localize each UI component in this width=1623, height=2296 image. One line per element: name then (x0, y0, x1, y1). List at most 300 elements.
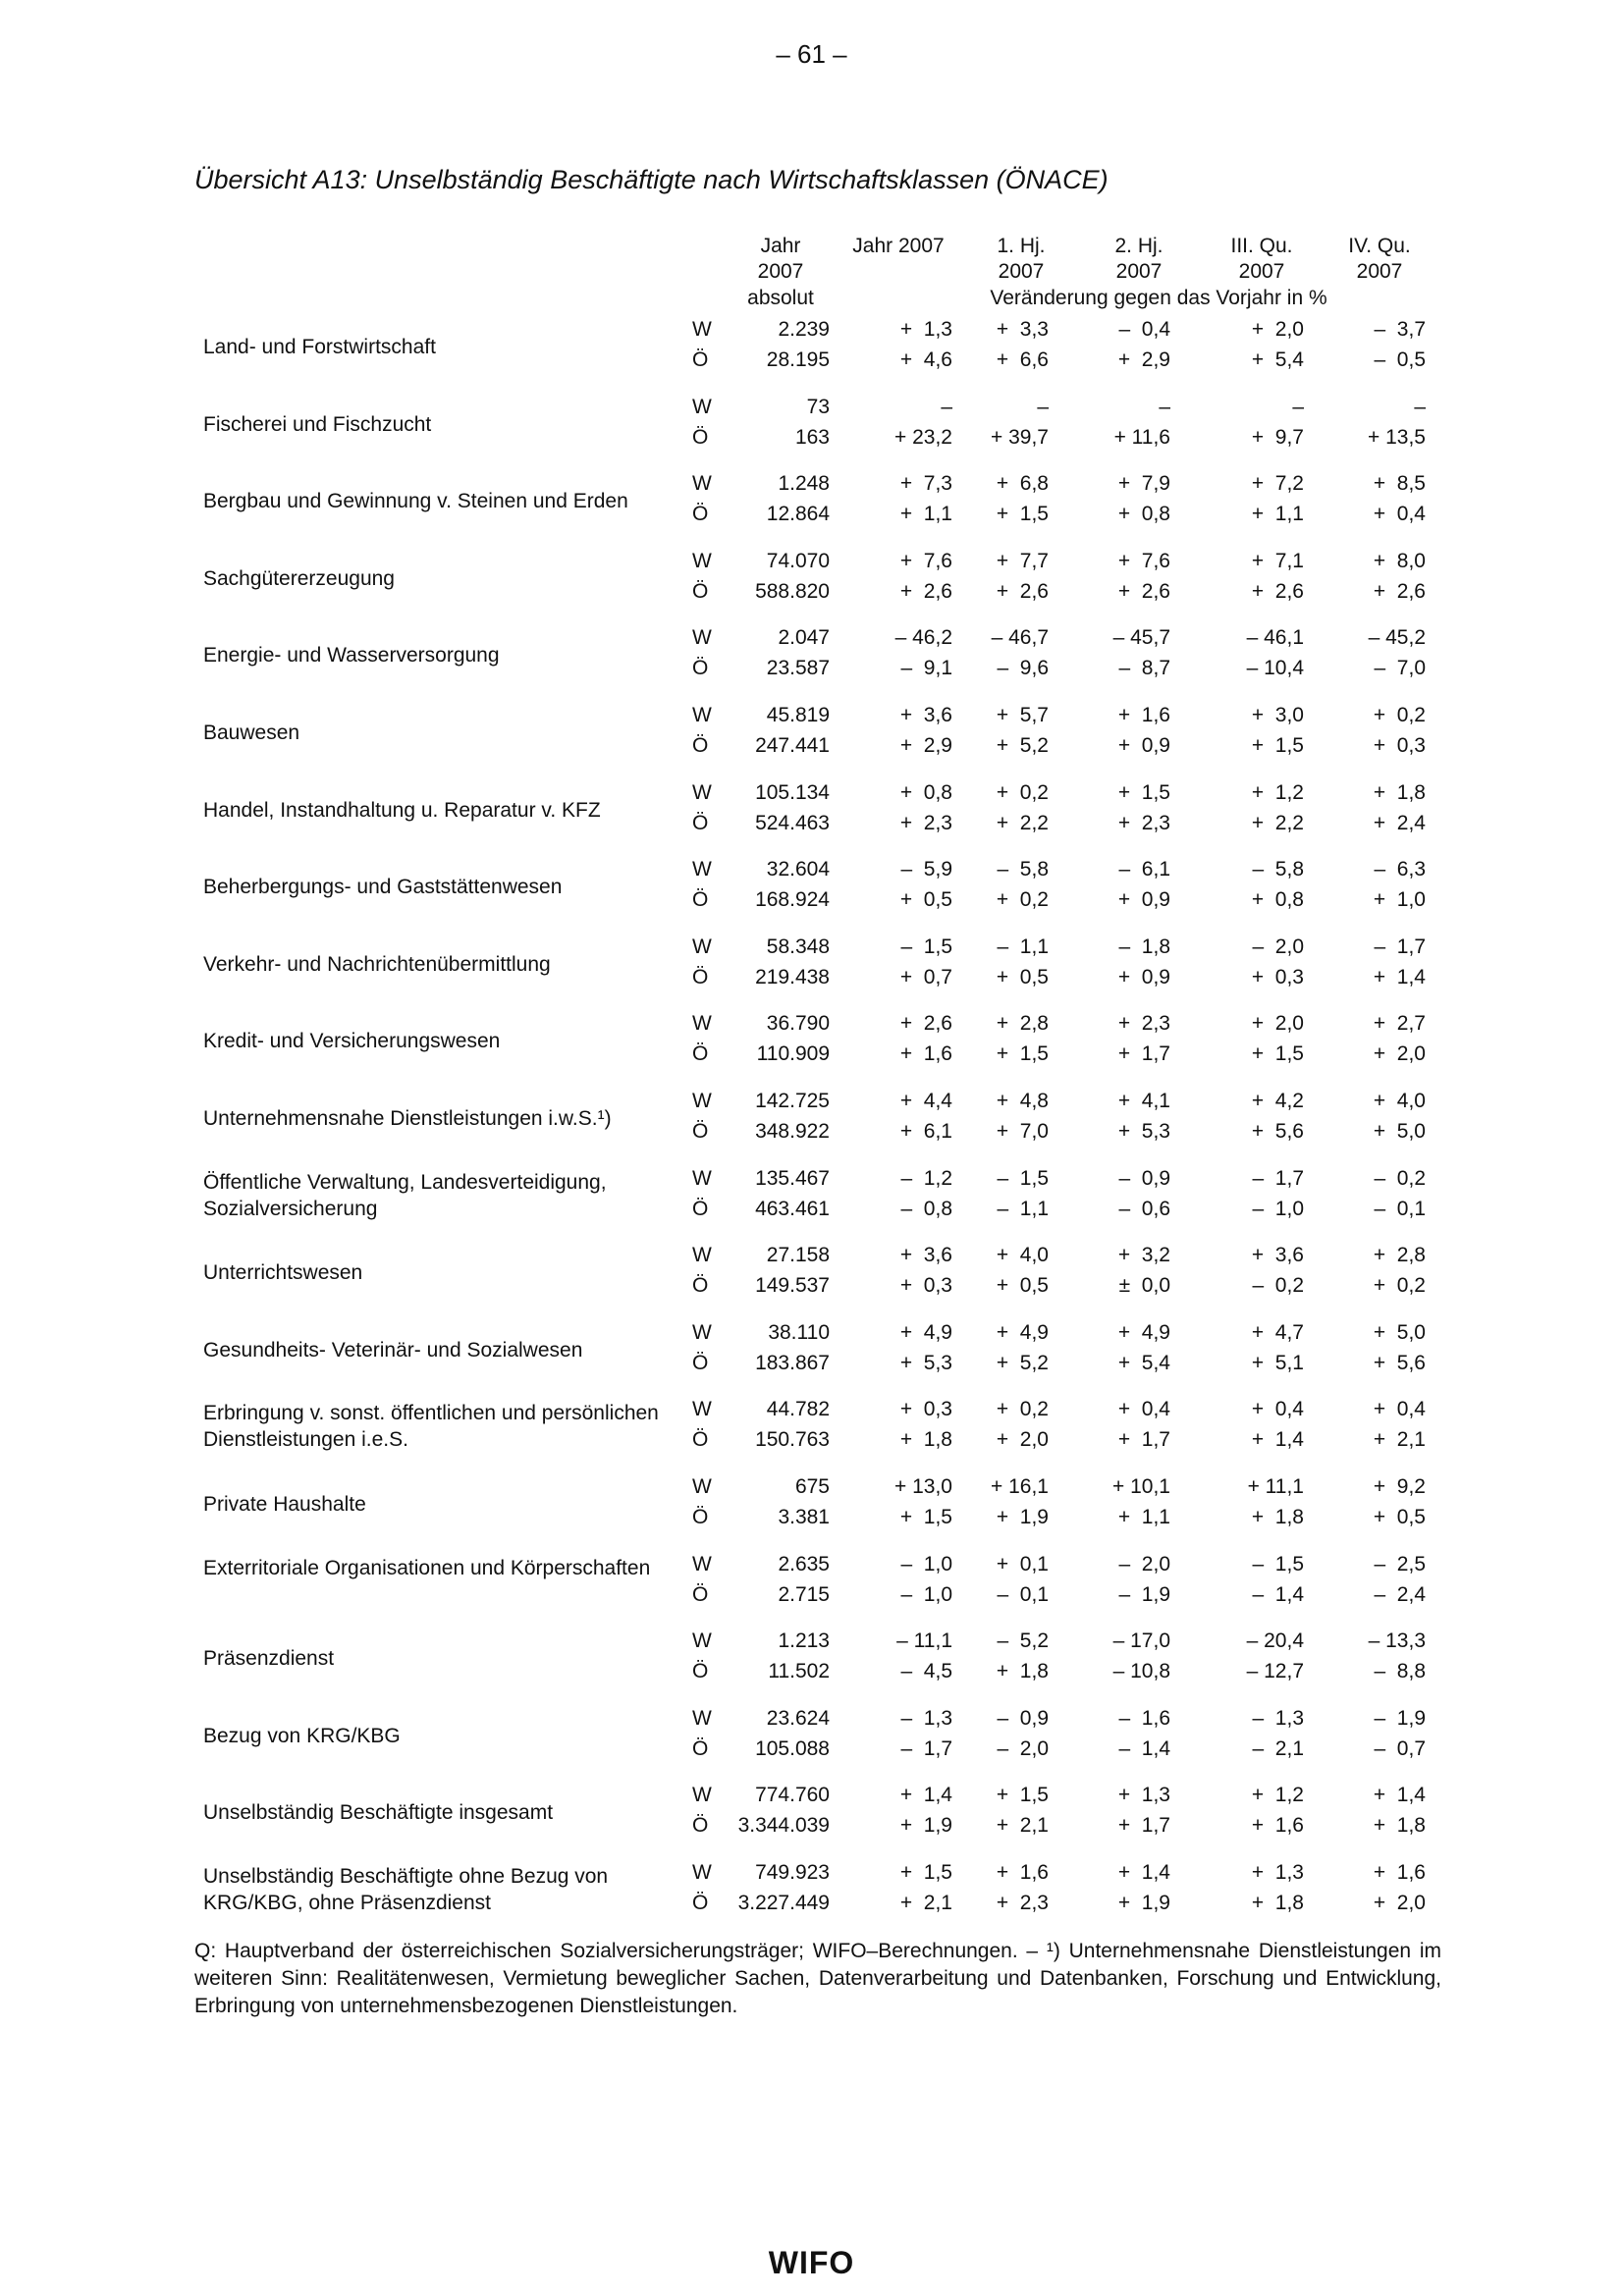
table-cell: + 0,2 (1373, 1274, 1426, 1298)
table-cell: + 11,6 (1113, 425, 1170, 449)
marker-w: W (692, 1629, 712, 1653)
table-cell: + 1,8 (1251, 1892, 1304, 1914)
marker-oe: Ö (692, 503, 709, 526)
table-cell: + 1,7 (1117, 1042, 1170, 1066)
table-cell: + 2,9 (1117, 348, 1170, 371)
table-cell: 183.867 (755, 1351, 830, 1374)
table-cell: + 2,3 (1117, 811, 1170, 834)
marker-oe: Ö (692, 1197, 709, 1220)
table-cell: – 1,3 (1252, 1706, 1304, 1730)
row-label: Präsenzdienst (203, 1647, 335, 1671)
table-cell: + 5,0 (1373, 1120, 1426, 1143)
table-cell: + 6,1 (899, 1120, 952, 1143)
row-label: Unselbständig Beschäftigte ohne Bezug von KRG/KBG, ohne Präsenzdienst (203, 1865, 609, 1914)
table-cell: + 2,6 (1117, 579, 1170, 603)
table-cell: + 2,0 (1373, 1892, 1426, 1914)
row-label: Bezug von KRG/KBG (203, 1724, 401, 1747)
table-cell: + 2,7 (1373, 1012, 1426, 1036)
table-cell: + 4,6 (899, 348, 952, 371)
table-cell: + 3,6 (899, 1244, 952, 1267)
marker-oe: Ö (692, 425, 709, 449)
table-cell: – 17,0 (1112, 1629, 1170, 1653)
table-cell: – 0,1 (997, 1582, 1049, 1606)
table-cell: + 4,9 (899, 1320, 952, 1344)
table-cell: + 1,2 (1251, 780, 1304, 804)
table-cell: – 4,5 (900, 1660, 952, 1683)
table-cell: – 2,0 (997, 1736, 1049, 1760)
marker-oe: Ö (692, 1274, 709, 1298)
table-cell: – 2,0 (1118, 1552, 1170, 1575)
table-cell: + 4,2 (1251, 1090, 1304, 1112)
marker-oe: Ö (692, 657, 709, 680)
table-cell: + 9,7 (1251, 425, 1304, 449)
table-cell: – 0,9 (997, 1706, 1049, 1730)
table-cell: + 7,6 (899, 549, 952, 572)
row-label: Unterrichtswesen (203, 1261, 363, 1285)
table-cell: – (1292, 395, 1304, 418)
table-cell: – 10,4 (1246, 657, 1304, 680)
table-cell: + 1,4 (1117, 1861, 1170, 1884)
row-label: Private Haushalte (203, 1493, 366, 1516)
table-cell: – 1,5 (1252, 1552, 1304, 1575)
table-cell: 45.819 (766, 704, 830, 726)
marker-w: W (692, 1320, 712, 1344)
table-cell: + 5,2 (996, 1351, 1049, 1374)
table-cell: + 0,5 (899, 888, 952, 912)
table-cell: + 2,6 (1251, 579, 1304, 603)
table-cell: – 46,7 (991, 626, 1049, 650)
row-label: Verkehr- und Nachrichtenübermittlung (203, 952, 551, 976)
table-cell: 3.381 (778, 1506, 830, 1528)
table-cell: – 1,0 (900, 1582, 952, 1606)
marker-oe: Ö (692, 965, 709, 988)
table-cell: + 5,4 (1117, 1351, 1170, 1374)
table-cell: + 7,1 (1251, 549, 1304, 572)
table-cell: + 5,3 (1117, 1120, 1170, 1143)
row-label: Fischerei und Fischzucht (203, 412, 432, 436)
table-cell: 463.461 (755, 1197, 830, 1220)
table-cell: + 0,5 (1373, 1506, 1426, 1528)
table-cell: + 2,1 (1373, 1428, 1426, 1452)
table-cell: 2.715 (778, 1582, 830, 1606)
table-cell: + 1,7 (1117, 1428, 1170, 1452)
table-cell: + 6,8 (996, 472, 1049, 496)
table-cell: + 13,0 (894, 1475, 952, 1498)
table-cell: + 1,4 (899, 1784, 952, 1807)
table-cell: + 4,7 (1251, 1320, 1304, 1344)
table-cell: + 5,4 (1251, 348, 1304, 371)
table-cell: + 1,8 (1373, 1814, 1426, 1838)
table-cell: 74.070 (766, 549, 830, 572)
table-cell: + 1,5 (996, 1042, 1049, 1066)
table-cell: + 0,4 (1373, 1398, 1426, 1421)
table-cell: + 2,2 (1251, 811, 1304, 834)
table-cell: 142.725 (755, 1090, 830, 1112)
table-cell: 149.537 (755, 1274, 830, 1298)
table-cell: + 7,3 (899, 472, 952, 496)
marker-oe: Ö (692, 1814, 709, 1838)
table-cell: 27.158 (766, 1244, 830, 1267)
table-cell: + 1,4 (1373, 1784, 1426, 1807)
table-cell: – 8,8 (1374, 1660, 1426, 1683)
table-cell: + 1,6 (1373, 1861, 1426, 1884)
table-cell: – (1159, 395, 1170, 418)
table-cell: + 2,2 (996, 811, 1049, 834)
header-1hj: 1. Hj. 2007 (997, 235, 1046, 283)
table-cell: – 0,5 (1374, 348, 1426, 371)
table-cell: + 2,6 (899, 1012, 952, 1036)
table-cell: – 6,3 (1374, 858, 1426, 881)
table-cell: + 1,0 (1373, 888, 1426, 912)
marker-w: W (692, 1552, 712, 1575)
table-cell: + 0,2 (996, 1398, 1049, 1421)
table-cell: + 1,9 (899, 1814, 952, 1838)
table-cell: + 5,3 (899, 1351, 952, 1374)
table-cell: 247.441 (755, 734, 830, 757)
table-cell: + 6,6 (996, 348, 1049, 371)
table-cell: + 5,0 (1373, 1320, 1426, 1344)
table-cell: + 4,8 (996, 1090, 1049, 1112)
table-cell: 3.227.449 (737, 1892, 830, 1914)
marker-oe: Ö (692, 1351, 709, 1374)
table-cell: – 1,0 (900, 1552, 952, 1575)
table-cell: – 12,7 (1246, 1660, 1304, 1683)
table-cell: + 1,5 (996, 503, 1049, 526)
table-cell: – 0,2 (1374, 1166, 1426, 1190)
table-cell: – 3,7 (1374, 318, 1426, 341)
row-label: Öffentliche Verwaltung, Landesverteidigung, Sozialversicherung (203, 1170, 607, 1220)
table-cell: 36.790 (766, 1012, 830, 1036)
table-cell: + 5,2 (996, 734, 1049, 757)
table-cell: – 1,1 (997, 934, 1049, 958)
table-cell: + 0,1 (996, 1552, 1049, 1575)
table-cell: 3.344.039 (737, 1814, 830, 1838)
table-cell: + 4,9 (996, 1320, 1049, 1344)
table-cell: – 8,7 (1118, 657, 1170, 680)
table-cell: – 13,3 (1368, 1629, 1426, 1653)
table-cell: – 2,1 (1252, 1736, 1304, 1760)
table-cell: – 1,6 (1118, 1706, 1170, 1730)
table-cell: 163 (794, 425, 830, 449)
row-label: Handel, Instandhaltung u. Reparatur v. KFZ (203, 798, 601, 822)
table-cell: – 0,1 (1374, 1197, 1426, 1220)
table-cell: – 46,1 (1246, 626, 1304, 650)
table-cell: + 0,3 (899, 1274, 952, 1298)
table-cell: + 1,9 (1117, 1892, 1170, 1914)
table-cell: + 3,6 (899, 704, 952, 726)
table-cell: + 0,9 (1117, 888, 1170, 912)
table-cell: + 0,3 (1251, 965, 1304, 988)
table-cell: 749.923 (755, 1861, 830, 1884)
table-cell: + 5,6 (1373, 1351, 1426, 1374)
table-cell: + 13,5 (1368, 425, 1426, 449)
marker-w: W (692, 1398, 712, 1421)
header-absolut: absolut (747, 287, 814, 309)
table-cell: + 0,3 (899, 1398, 952, 1421)
marker-w: W (692, 1012, 712, 1036)
table-cell: 168.924 (755, 888, 830, 912)
marker-w: W (692, 1244, 712, 1267)
table-cell: – 1,2 (900, 1166, 952, 1190)
table-cell: + 39,7 (991, 425, 1049, 449)
table-cell: + 3,6 (1251, 1244, 1304, 1267)
marker-oe: Ö (692, 1506, 709, 1528)
table-cell: – 2,0 (1252, 934, 1304, 958)
table-cell: – 5,8 (1252, 858, 1304, 881)
table-cell: + 2,3 (899, 811, 952, 834)
table-cell: – 1,4 (1252, 1582, 1304, 1606)
table-cell: + 4,4 (899, 1090, 952, 1112)
table-cell: + 5,6 (1251, 1120, 1304, 1143)
marker-w: W (692, 704, 712, 726)
table-cell: – 0,2 (1252, 1274, 1304, 1298)
marker-oe: Ö (692, 1736, 709, 1760)
table-cell: 23.624 (766, 1706, 830, 1730)
table-cell: 11.502 (768, 1660, 830, 1683)
table-cell: + 1,8 (899, 1428, 952, 1452)
table-cell: + 1,5 (1251, 1042, 1304, 1066)
marker-w: W (692, 626, 712, 650)
header-jahr-2007: Jahr 2007 (852, 235, 945, 257)
table-cell: 73 (806, 395, 830, 418)
table-cell: – (1037, 395, 1049, 418)
table-cell: + 1,6 (899, 1042, 952, 1066)
marker-w: W (692, 1861, 712, 1884)
table-cell: + 1,4 (1251, 1428, 1304, 1452)
table-cell: + 0,5 (996, 1274, 1049, 1298)
table-cell: + 2,1 (899, 1892, 952, 1914)
table-cell: – 1,9 (1374, 1706, 1426, 1730)
table-cell: + 1,5 (996, 1784, 1049, 1807)
table-cell: + 0,9 (1117, 965, 1170, 988)
marker-w: W (692, 549, 712, 572)
table-cell: + 5,1 (1251, 1351, 1304, 1374)
table-cell: + 1,1 (1251, 503, 1304, 526)
table-cell: – 1,8 (1118, 934, 1170, 958)
marker-oe: Ö (692, 1120, 709, 1143)
table-cell: 23.587 (766, 657, 830, 680)
table-cell: + 0,8 (1117, 503, 1170, 526)
table-cell: + 23,2 (894, 425, 952, 449)
table-cell: + 2,0 (1251, 318, 1304, 341)
marker-w: W (692, 858, 712, 881)
table-cell: – 46,2 (894, 626, 952, 650)
table-cell: + 1,3 (899, 318, 952, 341)
table-cell: + 2,4 (1373, 811, 1426, 834)
table-cell: + 2,8 (1373, 1244, 1426, 1267)
header-jahr: Jahr 2007 (757, 235, 804, 283)
table-cell: – 5,8 (997, 858, 1049, 881)
marker-oe: Ö (692, 811, 709, 834)
marker-w: W (692, 1475, 712, 1498)
table-cell: ± 0,0 (1118, 1274, 1170, 1298)
row-label: Land- und Forstwirtschaft (203, 336, 436, 358)
marker-w: W (692, 395, 712, 418)
footnote: Q: Hauptverband der österreichischen Sozialversicherungsträger; WIFO–Berechnungen. – ¹) Unternehmensnahe Dienstleistungen im weiteren Sinn: Realitätenwesen, Vermietung beweglicher Sachen, Datenverarbeitung und Datenbanken, Forschung und Entwicklung, Erbringung von unternehmensbezogenen Dienstleistungen. (194, 1940, 1441, 2017)
table-cell: + 2,8 (996, 1012, 1049, 1036)
table-cell: + 7,0 (996, 1120, 1049, 1143)
marker-w: W (692, 934, 712, 958)
table-cell: 105.134 (755, 780, 830, 804)
table-cell: + 2,9 (899, 734, 952, 757)
table-cell: – (941, 395, 952, 418)
table-cell: + 0,4 (1251, 1398, 1304, 1421)
table-cell: – 1,7 (1374, 934, 1426, 958)
table-cell: – 0,9 (1118, 1166, 1170, 1190)
marker-oe: Ö (692, 1428, 709, 1452)
marker-w: W (692, 1706, 712, 1730)
table-cell: + 3,3 (996, 318, 1049, 341)
row-label: Gesundheits- Veterinär- und Sozialwesen (203, 1338, 583, 1362)
table-cell: + 2,6 (899, 579, 952, 603)
marker-w: W (692, 472, 712, 496)
table-cell: 219.438 (755, 965, 830, 988)
table-cell: – 0,7 (1374, 1736, 1426, 1760)
table-cell: + 7,7 (996, 549, 1049, 572)
table-cell: – 0,8 (900, 1197, 952, 1220)
row-label: Beherbergungs- und Gaststättenwesen (203, 876, 563, 899)
row-label: Energie- und Wasserversorgung (203, 644, 500, 667)
table-cell: + 3,0 (1251, 704, 1304, 726)
table-cell: + 7,6 (1117, 549, 1170, 572)
table-cell: + 0,3 (1373, 734, 1426, 757)
table-cell: + 0,4 (1117, 1398, 1170, 1421)
table-cell: – 9,6 (997, 657, 1049, 680)
table-cell: + 1,8 (996, 1660, 1049, 1683)
marker-oe: Ö (692, 579, 709, 603)
table-cell: 2.047 (778, 626, 830, 650)
table-cell: 2.239 (778, 318, 830, 341)
table-cell: + 1,5 (1117, 780, 1170, 804)
table-cell: – 6,1 (1118, 858, 1170, 881)
table-cell: 110.909 (756, 1042, 830, 1066)
table-cell: – 5,9 (900, 858, 952, 881)
row-label: Erbringung v. sonst. öffentlichen und persönlichen Dienstleistungen i.e.S. (203, 1402, 659, 1452)
table-cell: – 7,0 (1374, 657, 1426, 680)
table-cell: + 0,7 (899, 965, 952, 988)
table-cell: – 45,7 (1112, 626, 1170, 650)
table-cell: – 5,2 (997, 1629, 1049, 1653)
table-cell: 32.604 (766, 858, 830, 881)
table-cell: 2.635 (778, 1552, 830, 1575)
marker-oe: Ö (692, 1660, 709, 1683)
table-cell: – 10,8 (1112, 1660, 1170, 1683)
table-cell: + 2,1 (996, 1814, 1049, 1838)
row-label: Unselbständig Beschäftigte insgesamt (203, 1801, 554, 1825)
table-cell: + 1,6 (1251, 1814, 1304, 1838)
table-cell: + 4,9 (1117, 1320, 1170, 1344)
table-cell: + 1,5 (899, 1861, 952, 1884)
table-cell: + 0,2 (996, 780, 1049, 804)
row-label: Exterritoriale Organisationen und Körperschaften (203, 1556, 651, 1579)
table-cell: + 2,6 (1373, 579, 1426, 603)
table-cell: + 2,6 (996, 579, 1049, 603)
table-cell: + 9,2 (1373, 1475, 1426, 1498)
marker-oe: Ö (692, 734, 709, 757)
table-cell: + 1,3 (1117, 1784, 1170, 1807)
marker-oe: Ö (692, 1582, 709, 1606)
table-cell: 348.922 (755, 1120, 830, 1143)
marker-oe: Ö (692, 1042, 709, 1066)
table-cell: – 1,5 (900, 934, 952, 958)
table-cell: + 4,0 (996, 1244, 1049, 1267)
row-label: Unternehmensnahe Dienstleistungen i.w.S.¹) (203, 1107, 612, 1130)
table-cell: + 7,2 (1251, 472, 1304, 496)
table-cell: – 1,3 (900, 1706, 952, 1730)
page-number: – 61 – (776, 39, 847, 69)
table-cell: + 1,1 (899, 503, 952, 526)
table-cell: 12.864 (766, 503, 830, 526)
table-cell: 675 (794, 1475, 830, 1498)
table-cell: + 2,0 (996, 1428, 1049, 1452)
table-cell: – 1,1 (997, 1197, 1049, 1220)
table-cell: – 20,4 (1246, 1629, 1304, 1653)
table-cell: – 1,9 (1118, 1582, 1170, 1606)
table-cell: + 0,9 (1117, 734, 1170, 757)
row-label: Sachgütererzeugung (203, 566, 395, 590)
table-cell: 105.088 (755, 1736, 830, 1760)
table-title: Übersicht A13: Unselbständig Beschäftigte nach Wirtschaftsklassen (ÖNACE) (194, 165, 1109, 194)
marker-oe: Ö (692, 1892, 709, 1914)
table-cell: 58.348 (766, 934, 830, 958)
table-cell: + 8,5 (1373, 472, 1426, 496)
table-cell: 588.820 (755, 579, 830, 603)
marker-oe: Ö (692, 888, 709, 912)
table-cell: + 10,1 (1112, 1475, 1170, 1498)
table-cell: 1.213 (778, 1629, 830, 1653)
table-cell: + 2,0 (1251, 1012, 1304, 1036)
table-cell: + 5,7 (996, 704, 1049, 726)
table-cell: + 1,1 (1117, 1506, 1170, 1528)
row-label: Bauwesen (203, 721, 300, 744)
table-cell: – 1,5 (997, 1166, 1049, 1190)
table-cell: + 1,5 (899, 1506, 952, 1528)
table-cell: – 0,6 (1118, 1197, 1170, 1220)
header-iv-qu: IV. Qu. 2007 (1348, 235, 1411, 283)
table-cell: + 8,0 (1373, 549, 1426, 572)
wifo-logo: WIFO (768, 2245, 855, 2280)
header-2hj: 2. Hj. 2007 (1114, 235, 1163, 283)
marker-oe: Ö (692, 348, 709, 371)
table-cell: + 0,2 (996, 888, 1049, 912)
table-cell: 774.760 (755, 1784, 830, 1807)
table-cell: + 1,9 (996, 1506, 1049, 1528)
marker-w: W (692, 1090, 712, 1112)
table-cell: – 2,4 (1374, 1582, 1426, 1606)
table-cell: + 1,8 (1373, 780, 1426, 804)
table-cell: 44.782 (766, 1398, 830, 1421)
table-cell: – 11,1 (896, 1629, 952, 1653)
table-cell: + 4,1 (1117, 1090, 1170, 1112)
table-cell: – 0,4 (1118, 318, 1170, 341)
marker-w: W (692, 1166, 712, 1190)
table-cell: + 1,8 (1251, 1506, 1304, 1528)
table-cell: + 0,8 (1251, 888, 1304, 912)
table-cell: + 16,1 (991, 1475, 1049, 1498)
row-label: Kredit- und Versicherungswesen (203, 1030, 501, 1053)
marker-w: W (692, 318, 712, 341)
table-cell: + 1,4 (1373, 965, 1426, 988)
table-cell: + 1,5 (1251, 734, 1304, 757)
table-cell: – 2,5 (1374, 1552, 1426, 1575)
table-cell: + 0,5 (996, 965, 1049, 988)
table-cell: – 1,0 (1252, 1197, 1304, 1220)
marker-w: W (692, 780, 712, 804)
table-cell: + 2,3 (1117, 1012, 1170, 1036)
row-label: Bergbau und Gewinnung v. Steinen und Erden (203, 490, 628, 513)
table-cell: + 0,8 (899, 780, 952, 804)
table-cell: + 3,2 (1117, 1244, 1170, 1267)
